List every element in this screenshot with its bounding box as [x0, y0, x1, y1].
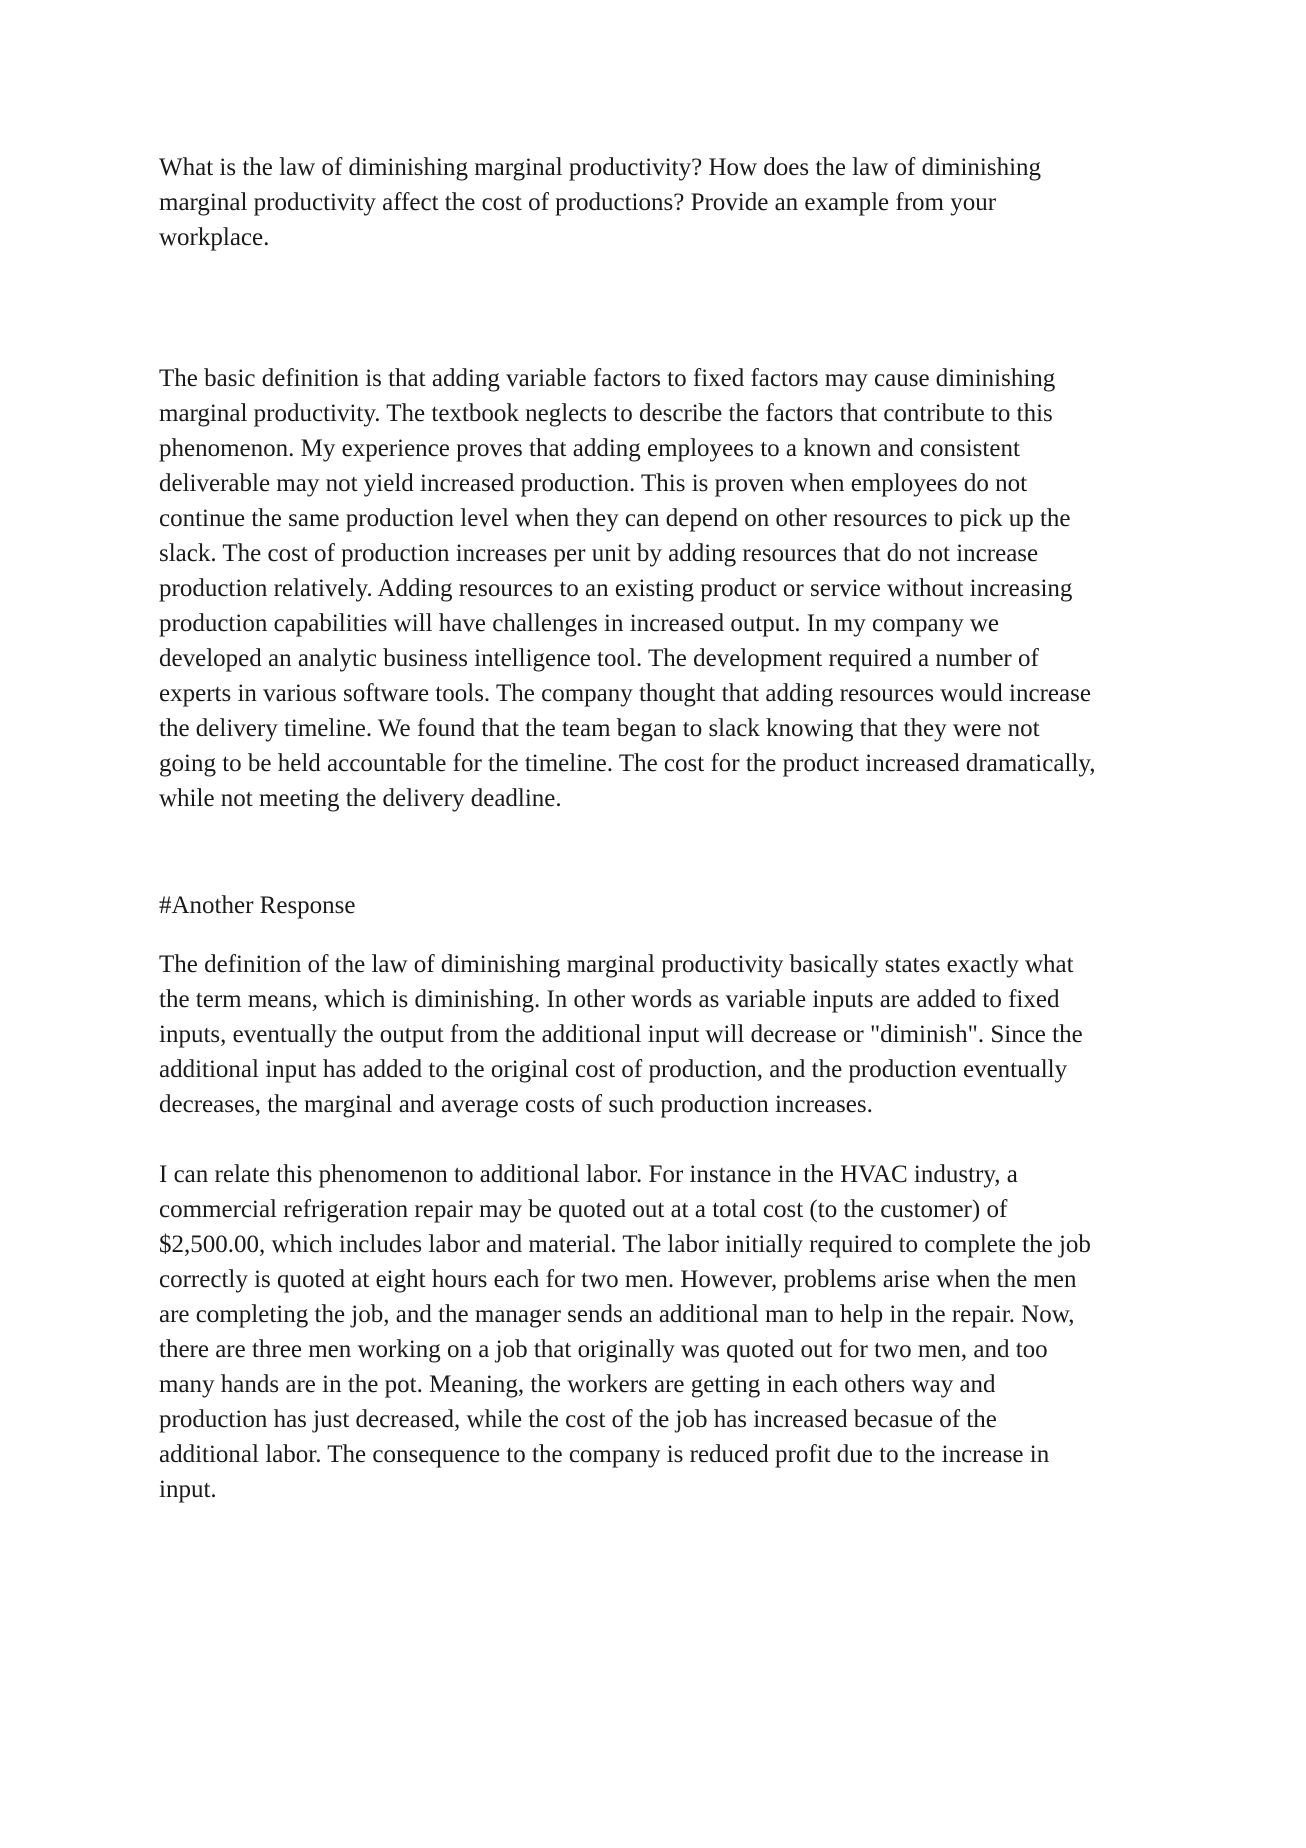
second-response-definition-paragraph: The definition of the law of diminishing marginal productivity basically states exactly what the term means, which is diminishing. In other words as variable inputs are added to fixed inputs, eventually the output from the additional input will decrease or "diminish". Since the additional input has added to the original cost of production, and the production eventually decreases, the marginal and average costs of such production increases. — [159, 951, 1083, 1118]
second-response-example-paragraph: I can relate this phenomenon to additional labor. For instance in the HVAC industry, a commercial refrigeration repair may be quoted out at a total cost (to the customer) of $2,500.00, which includes labor and material. The labor initially required to complete the job correctly is quoted at eight hours each for two men. However, problems arise when the men are completing the job, and the manager sends an additional man to help in the repair. Now, there are three men working on a job that originally was quoted out for two men, and too many hands are in the pot. Meaning, the workers are getting in each others way and production has just decreased, while the cost of the job has increased becasue of the additional labor. The consequence to the company is reduced profit due to the increase in input. — [159, 1161, 1091, 1503]
another-response-heading: #Another Response — [159, 892, 356, 919]
question-paragraph: What is the law of diminishing marginal productivity? How does the law of diminishing marginal productivity affect the cost of productions? Provide an example from your workplace. — [159, 154, 1042, 251]
document-body — [159, 150, 1159, 1507]
first-response-paragraph: The basic definition is that adding variable factors to fixed factors may cause diminishing marginal productivity. The textbook neglects to describe the factors that contribute to this phenomenon. My experience proves that adding employees to a known and consistent deliverable may not yield increased production. This is proven when employees do not continue the same production level when they can depend on other resources to pick up the slack. The cost of production increases per unit by adding resources that do not increase production relatively. Adding resources to an existing product or service without increasing production capabilities will have challenges in increased output. In my company we developed an analytic business intelligence tool. The development required a number of experts in various software tools. The company thought that adding resources would increase the delivery timeline. We found that the team began to slack knowing that they were not going to be held accountable for the timeline. The cost for the product increased dramatically, while not meeting the delivery deadline. — [159, 365, 1096, 812]
